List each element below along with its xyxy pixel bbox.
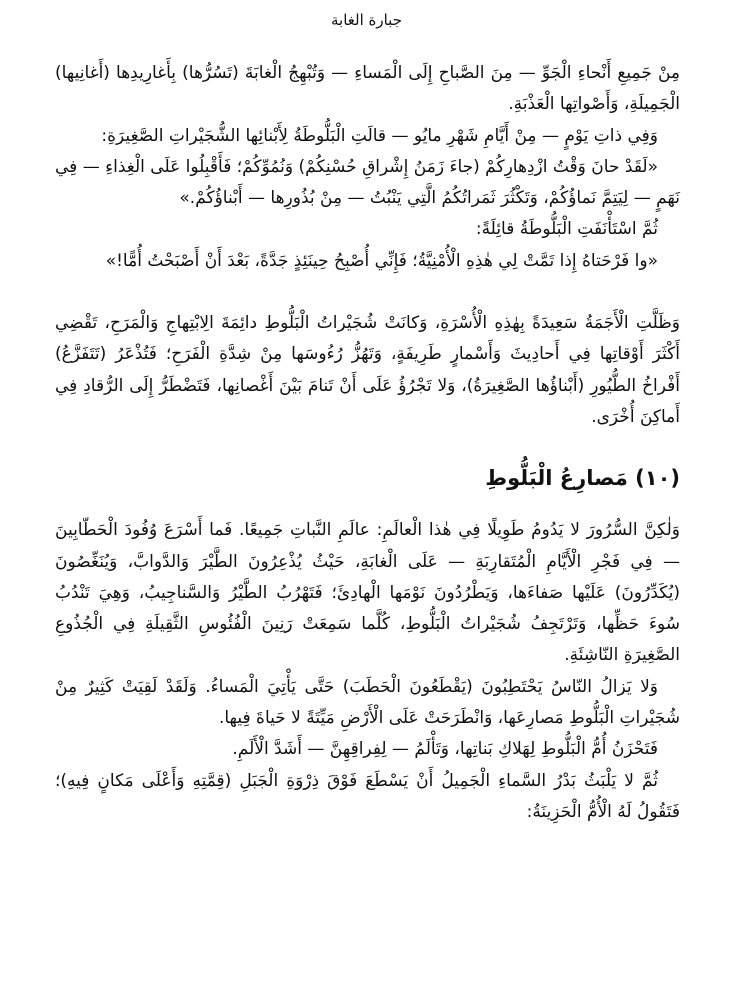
- running-header: جبارة الغابة: [330, 11, 402, 29]
- paragraph-body: ثُمَّ لا يَلْبَثُ بَدْرُ السَّماءِ الْجَمِيلُ أَنْ يَسْطَعَ فَوْقَ ذِرْوَةِ الْجَبَلِ (قِمَّتِهِ وَأَعْلَى مَكانٍ فِيهِ)؛ فَتَقُولُ لَهُ الْأُمُّ الْحَزِينَةُ:: [55, 770, 680, 822]
- section-heading: (١٠) مَصارِعُ الْبَلُّوطِ: [485, 466, 680, 491]
- paragraph-body: فَتَحْزَنُ أُمُّ الْبَلُّوطِ لِهَلاكِ بَناتِها، وَتَأْلَمُ — لِفِراقِهِنَّ — أَشَدَّ الْأَلَمِ.: [232, 739, 658, 760]
- paragraph-narration: وَفِي ذاتِ يَوْمٍ — مِنْ أَيَّامِ شَهْرِ مايُو — قالَتِ الْبَلُّوطَةُ لِأَبْنائِها الشُّجَيْراتِ الصَّغِيرَةِ:: [101, 125, 658, 146]
- paragraph-body: وَلٰكِنَّ السُّرُورَ لا يَدُومُ طَوِيلًا فِي هٰذا الْعالَمِ: عالَمِ النَّباتِ جَمِيعًا. فَما أَسْرَعَ وُفُودَ الْحَطّابِينَ — فِي فَجْرِ الْأَيَّامِ الْمُتَقارِبَةِ — عَلَى الْغابَةِ، حَيْثُ يُذْعِرُونَ الطَّيْرَ وَالدَّوابَّ، وَيُنَغِّصُونَ (يُكَدِّرُونَ) عَلَيْها صَفاءَها، وَيَطْرُدُونَ نَوْمَها الْهادِئَ؛ فَتَهْرُبُ الطَّيْرُ وَالسَّناجِيبُ، وَهِيَ تَنْدُبُ سُوءَ حَظِّها، وَتَرْتَجِفُ شُجَيْراتُ الْبَلُّوطِ، كُلَّما سَمِعَتْ رَنِينَ الْفُئُوسِ الثَّقِيلَةِ فِي الْجُذُوعِ الصَّغِيرَةِ النّاشِئَةِ.: [55, 520, 680, 666]
- paragraph-body: وَلا يَزالُ النّاسُ يَحْتَطِبُونَ (يَقْطَعُونَ الْحَطَبَ) حَتَّى يَأْتِيَ الْمَساءُ. وَلَقَدْ لَقِيَتْ كَثِيرٌ مِنْ شُجَيْراتِ الْبَلُّوطِ مَصارِعَها، وَانْطَرَحَتْ عَلَى الْأَرْضِ مَيِّتَةً لا حَياةَ فِيها.: [55, 676, 680, 729]
- paragraph-quote: «وا فَرْحَتاهُ إِذا تَمَّتْ لِي هٰذِهِ الْأُمْنِيَّةُ؛ فَإِنِّي أُصْبِحُ حِينَئِذٍ جَدَّةً، بَعْدَ أَنْ أَصْبَحْتُ أُمًّا!»: [105, 250, 658, 271]
- page-body: [55, 58, 680, 828]
- paragraph-body: وَظَلَّتِ الْأَجَمَةُ سَعِيدَةً بِهٰذِهِ الْأُسْرَةِ، وَكانَتْ شُجَيْراتُ الْبَلُّوطِ دائِمَةَ الِابْتِهاجِ وَالْمَرَحِ، تَقْضِي أَكْثَرَ أَوْقاتِها فِي أَحادِيثَ وَأَسْمارٍ طَرِيفَةٍ، وَتَهُزُّ رُءُوسَها مِنْ شِدَّةِ الْفَرَحِ؛ فَتُذْعَرُ (تَتَفَزَّعُ) أَفْراخُ الطُّيُورِ (أَبْناؤُها الصَّغِيرَةُ)، وَلا تَجْرُؤُ عَلَى أَنْ تَنامَ بَيْنَ أَغْصانِها، فَتَضْطَرُّ إِلَى الرُّقادِ فِي أَماكِنَ أُخْرَى.: [55, 313, 680, 427]
- paragraph-quote: «لَقَدْ حانَ وَقْتُ ازْدِهارِكُمْ (جاءَ زَمَنُ إِشْراقِ حُسْنِكُمْ) وَنُمُوِّكُمْ؛ فَأَقْبِلُوا عَلَى الْغِذاءِ — فِي نَهَمٍ — لِيَتِمَّ نَماؤُكُمْ، وَتَكْثُرَ ثَمَراتُكُمُ الَّتِي يَنْبُتُ — مِنْ بُذُورِها — أَبْناؤُكُمْ.»: [55, 156, 680, 209]
- paragraph-continuation: مِنْ جَمِيعِ أَنْحاءِ الْجَوِّ — مِنَ الصَّباحِ إِلَى الْمَساءِ — وَتُبْهِجُ الْغابَةَ (تَسُرُّها) بِأَغارِيدِها (أَغانِيها) الْجَمِيلَةِ، وَأَصْواتِها الْعَذْبَةِ.: [55, 63, 680, 115]
- paragraph-narration: ثُمَّ اسْتَأْنَفَتِ الْبَلُّوطَةُ قائِلَةً:: [475, 219, 658, 240]
